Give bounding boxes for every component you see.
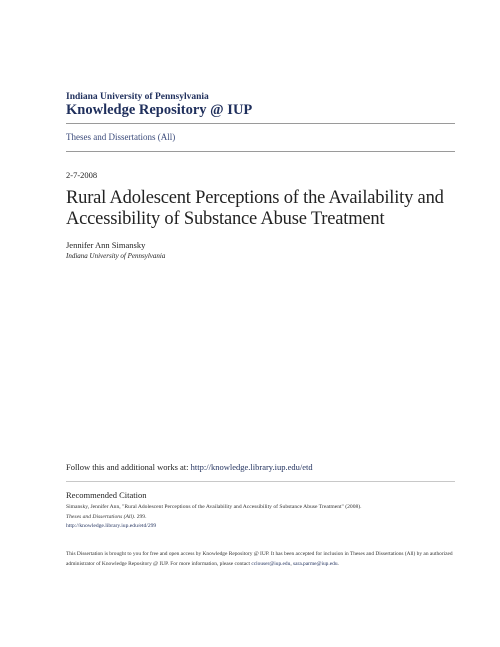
document-title: Rural Adolescent Perceptions of the Availability and Accessibility of Substance Abuse Treatment xyxy=(66,188,444,229)
citation-body: Simansky, Jennifer Ann, "Rural Adolescent Perceptions of the Availability and Accessibility of Substance Abuse Treatment" (2008). xyxy=(66,504,362,510)
citation-number: . 299. xyxy=(133,513,147,520)
repository-name[interactable]: Knowledge Repository @ IUP xyxy=(66,102,253,118)
follow-text: Follow this and additional works at: xyxy=(66,462,191,472)
access-notice xyxy=(66,549,456,569)
citation-text xyxy=(66,503,456,532)
contact-email-1[interactable]: cclouser@iup.edu xyxy=(251,561,291,567)
follow-link[interactable]: http://knowledge.library.iup.edu/etd xyxy=(190,462,313,472)
author-affiliation: Indiana University of Pennsylvania xyxy=(66,252,166,260)
document-author: Jennifer Ann Simansky xyxy=(66,240,146,250)
notice-separator: , xyxy=(290,561,294,567)
recommended-citation-heading: Recommended Citation xyxy=(66,490,147,500)
notice-text: This Dissertation is brought to you for free and open access by Knowledge Repository @ IUP. It has been accepted for inclusion in Theses and Dissertations (All) by an authorized administrator of Knowledge Repository @ IUP. For more information, please contact xyxy=(66,551,453,567)
university-name: Indiana University of Pennsylvania xyxy=(66,92,209,102)
follow-line xyxy=(66,462,313,472)
citation-link[interactable]: http://knowledge.library.iup.edu/etd/299 xyxy=(66,523,157,529)
document-date: 2-7-2008 xyxy=(66,170,98,180)
contact-email-2[interactable]: sara.parme@iup.edu xyxy=(293,561,338,567)
citation-series: Theses and Dissertations (All) xyxy=(66,513,134,520)
collection-divider xyxy=(66,151,455,152)
citation-divider xyxy=(66,481,455,482)
header-divider xyxy=(66,123,455,124)
notice-end: . xyxy=(337,561,339,567)
collection-link[interactable]: Theses and Dissertations (All) xyxy=(66,132,176,142)
